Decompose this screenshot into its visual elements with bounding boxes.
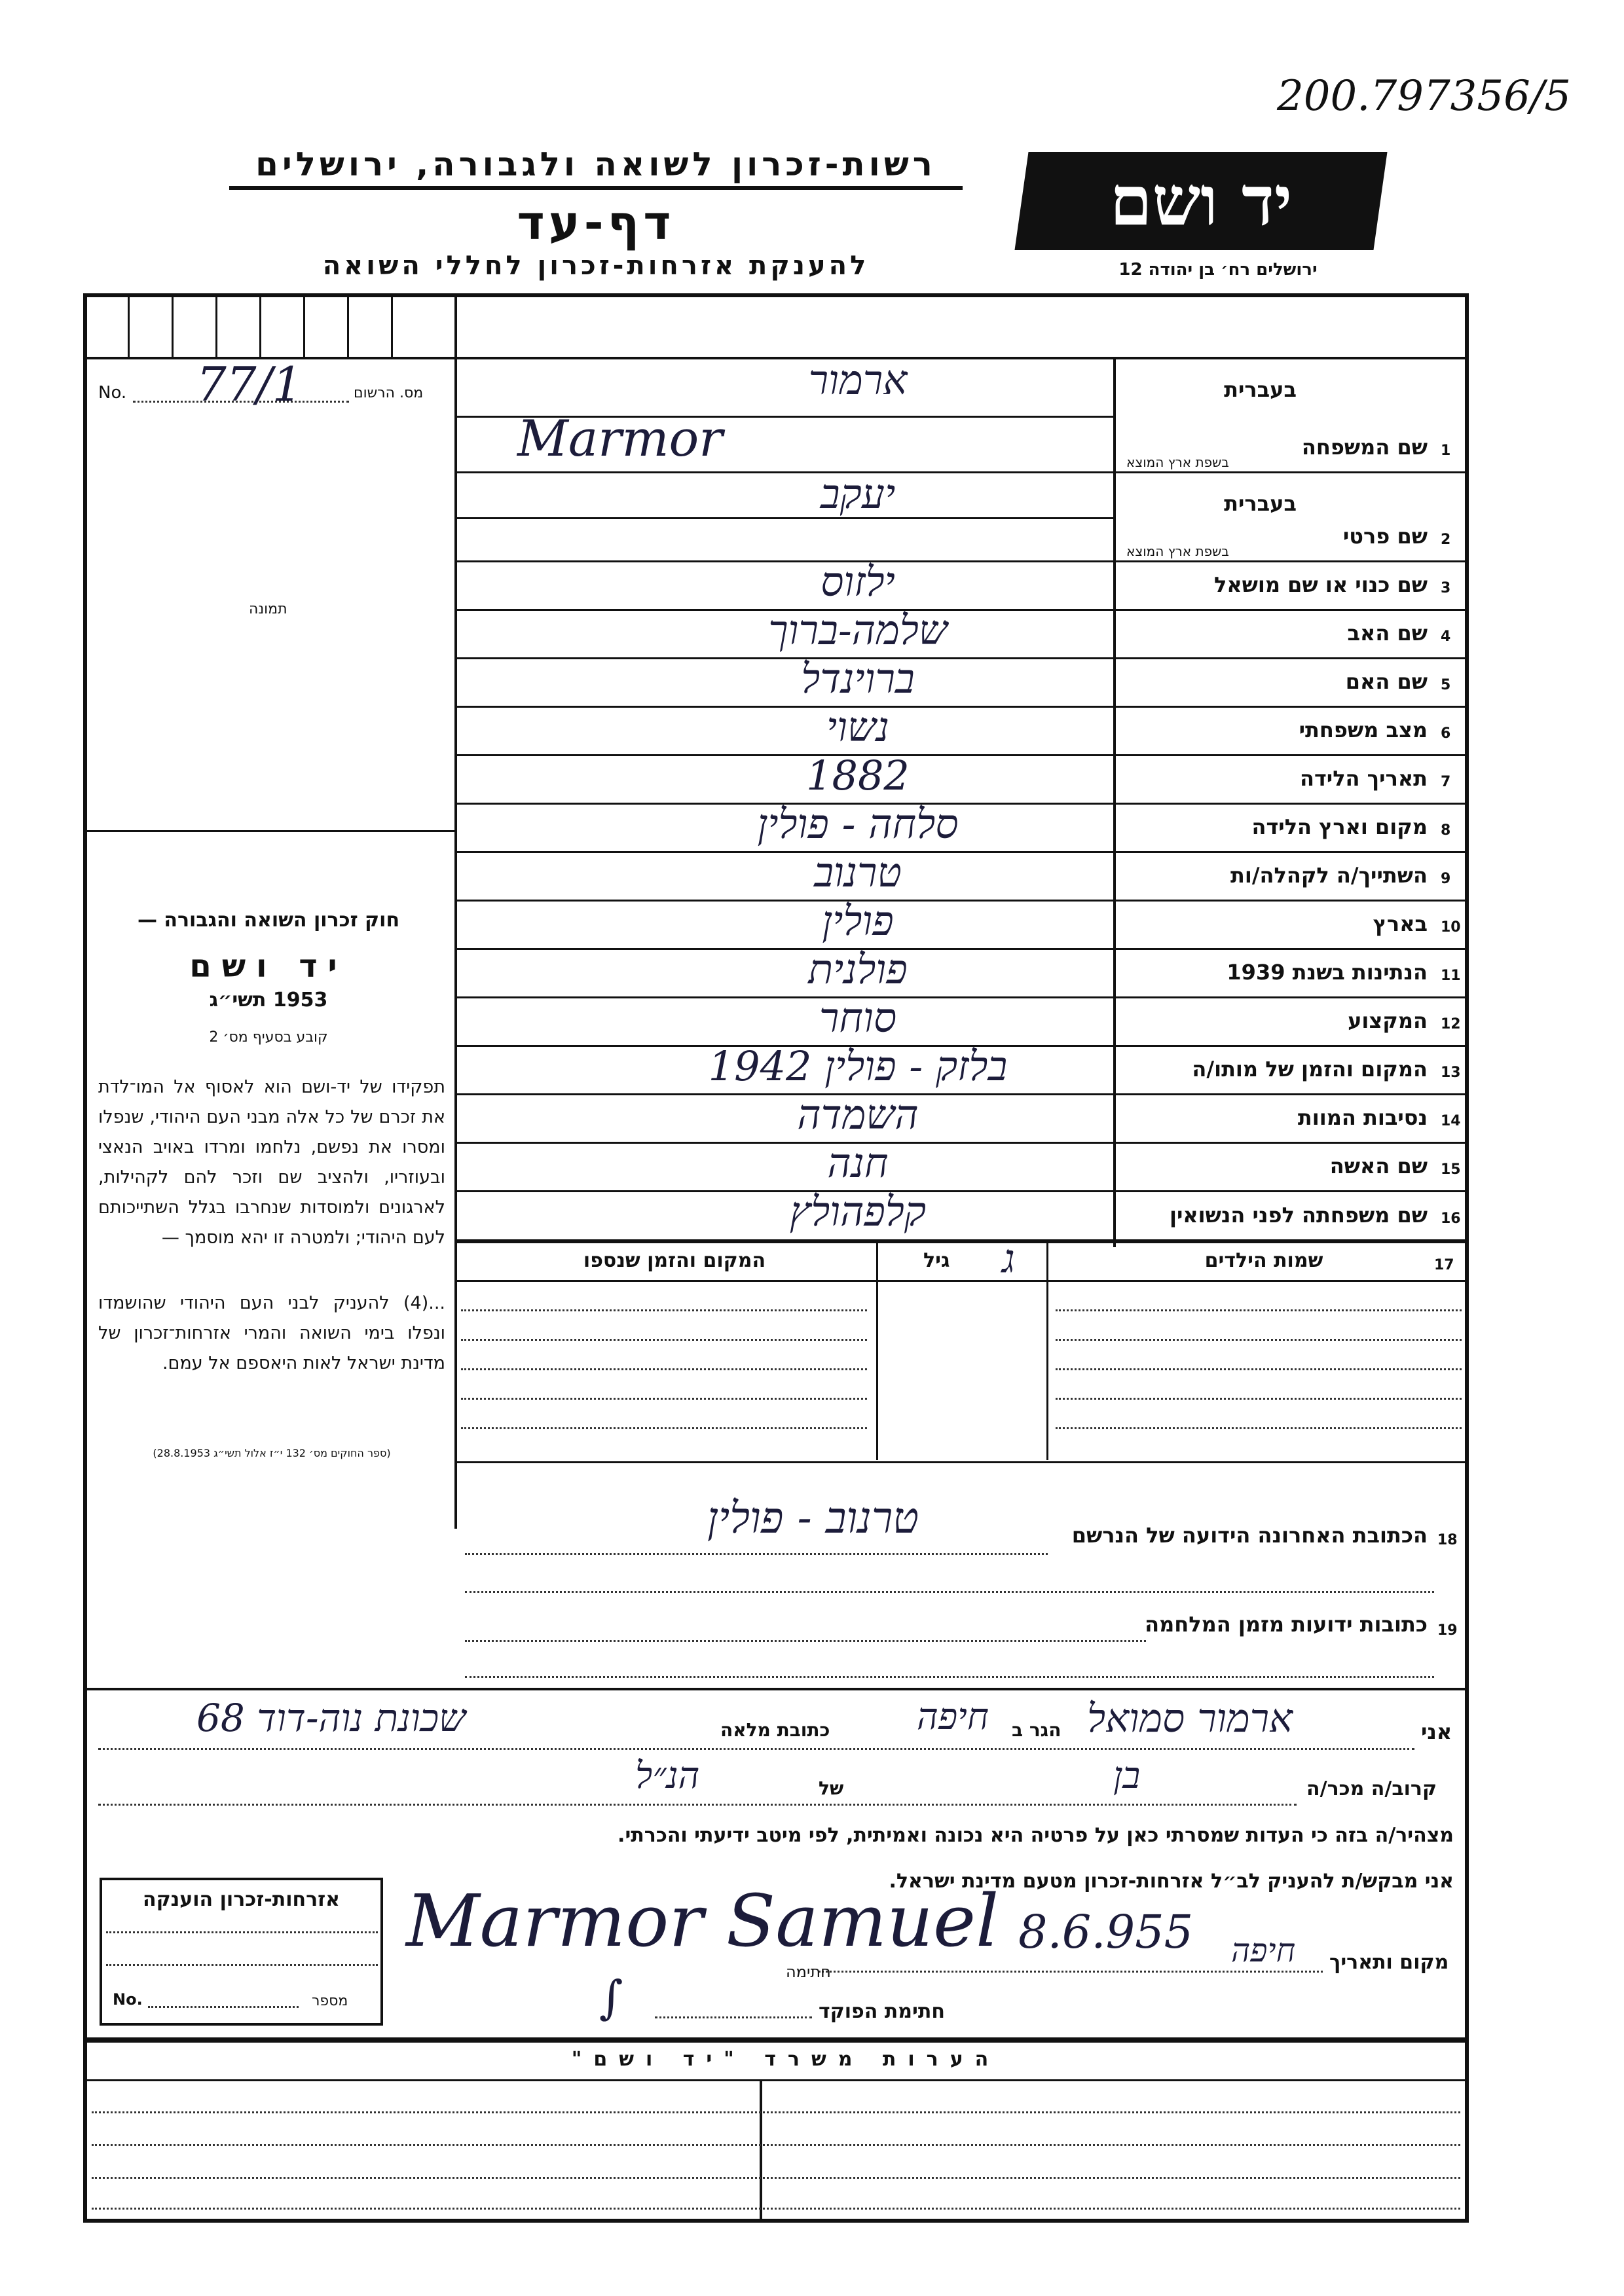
field-16-value: קלפהולץ: [789, 1188, 927, 1235]
field-13-label: המקום והזמן של מותו/ה: [1192, 1057, 1428, 1082]
registry-no-label: No.: [98, 383, 127, 403]
field-6-label: מצב משפחתי: [1299, 718, 1428, 742]
field-12-value: סוחר: [819, 994, 897, 1042]
remarks-title: הערות משרד "יד ושם": [571, 2048, 1001, 2071]
law-clause: קובע בסעיף מס׳ 2: [209, 1029, 328, 1046]
field-15-value: חנה: [827, 1139, 889, 1187]
field-8-label: מקום וארץ הלידה: [1251, 814, 1428, 839]
field-1-value-foreign: Marmor: [517, 409, 723, 467]
document-subtitle: להענקת אזרחות-זכרון לחללי השואה: [322, 251, 870, 281]
field-19-label: כתובות ידועות מזמן המלחמה: [1145, 1612, 1428, 1637]
law-paragraph-2: ...(4) להעניק לבני העם היהודי שהושמדו ונפלו בימי השואה והמרי אזרחות־זכרון של מדינת ישראל לאות היאספם אל עמם.: [98, 1293, 445, 1374]
field-18-number: 18: [1437, 1532, 1458, 1548]
children-names-header: שמות הילדים: [1204, 1249, 1323, 1272]
law-title: חוק זכרון השואה והגבורה —: [137, 909, 400, 932]
field-2-sub-foreign: בשפת ארץ המוצא: [1126, 543, 1229, 559]
field-2-value: יעקב: [820, 470, 896, 518]
law-paragraph-1: תפקידו של יד-ושם הוא לאסוף אל המו־לדת את זכרם של כל אלה מבני העם היהודי, שנפלו ומסרו את נפשם, נלחמו ומרדו באויב הנאצי ובעוזריו, ולהציב שם וזכר להם לקהילות, לארגונים ולמוסדות שנחרבו בגלל השתייכותם לעם היהודי; ולמטרה זו יהא מוסמך —: [98, 1077, 445, 1248]
law-year: 1953 תשי״ג: [209, 989, 328, 1011]
field-12-number: 12: [1441, 1016, 1461, 1032]
law-citation: (ספר החוקים מס׳ 132 י״ז אלול תשי״ג 28.8.1953): [153, 1447, 391, 1459]
field-15-number: 15: [1441, 1161, 1461, 1178]
field-1-label: שם המשפחה: [1301, 435, 1428, 460]
field-13-value: בלזק - פולין 1942: [708, 1042, 1008, 1090]
field-18-label: הכתובת האחרונה הידועה של הנרשם: [1071, 1523, 1428, 1548]
field-2-number: 2: [1441, 532, 1451, 548]
field-1-sub-hebrew: בעברית: [1224, 377, 1297, 402]
field-14-label: נסיבות המוות: [1297, 1105, 1428, 1130]
declaration-ani: אני: [1421, 1719, 1452, 1744]
field-1-number: 1: [1441, 443, 1451, 459]
place-value: חיפה: [1231, 1931, 1296, 1969]
field-4-value: שלמה-ברוך: [768, 606, 948, 654]
children-place-header: המקום והזמן שנספו: [583, 1249, 766, 1272]
registry-number-label: מס. הרשום: [354, 385, 424, 401]
full-address-value: שכונת נוה-דוד 68: [196, 1696, 466, 1740]
grant-box: [100, 1878, 383, 2026]
relation-value: בן: [1113, 1755, 1141, 1797]
field-19-number: 19: [1437, 1622, 1458, 1639]
field-12-label: המקצוע: [1348, 1008, 1428, 1033]
of-label: של: [819, 1777, 844, 1799]
resides-label: הגר ב: [1012, 1719, 1061, 1741]
field-11-value: פולנית: [808, 945, 908, 993]
children-age-header: גיל: [923, 1249, 950, 1272]
field-6-number: 6: [1441, 725, 1451, 742]
field-7-value: 1882: [806, 752, 910, 799]
field-16-label: שם משפחתה לפני הנשואין: [1169, 1203, 1428, 1228]
field-1-value: ארמור: [808, 356, 908, 404]
field-10-value: פולין: [822, 897, 894, 945]
document-title: דף-עד: [517, 195, 675, 250]
of-value: הנ״ל: [635, 1755, 700, 1797]
field-3-label: שם כנוי או שם מושאל: [1213, 572, 1428, 597]
field-11-label: הנתינות בשנת 1939: [1227, 960, 1428, 985]
grant-box-number-label: מספר: [312, 1993, 348, 2009]
law-name: יד ושם: [189, 948, 348, 985]
field-3-number: 3: [1441, 580, 1451, 596]
field-16-number: 16: [1441, 1211, 1461, 1227]
field-5-value: ברוינדל: [801, 655, 915, 702]
field-5-number: 5: [1441, 677, 1451, 693]
field-2-label: שם פרטי: [1342, 524, 1428, 549]
declaration-statement: מצהיר/ה בזה כי העדות שמסרתי כאן על פרטיה היא נכונה ואמיתית, לפי מיטב ידיעתי והכרתי.: [618, 1824, 1454, 1847]
field-8-number: 8: [1441, 822, 1451, 839]
archive-number: 200.797356/5: [1277, 72, 1572, 120]
children-age-value: ג: [1002, 1236, 1015, 1282]
field-4-label: שם האב: [1347, 621, 1428, 646]
field-14-value: השמדה: [797, 1091, 919, 1139]
field-17-number: 17: [1434, 1257, 1454, 1273]
field-18-value: טרנוב - פולין: [707, 1493, 919, 1543]
signature-value: Marmor Samuel: [406, 1879, 999, 1963]
grant-box-no-label: No.: [113, 1990, 143, 2009]
field-9-label: השתייך/ה לקהלה/ות: [1230, 863, 1428, 888]
declarant-name-value: ארמור סמואל: [1087, 1696, 1293, 1741]
yad-vashem-logo: [1014, 152, 1387, 250]
field-13-number: 13: [1441, 1065, 1461, 1081]
field-7-label: תאריך הלידה: [1299, 766, 1428, 791]
field-9-number: 9: [1441, 871, 1451, 887]
registry-number-value: 77/1: [196, 357, 303, 412]
field-9-value: טרנוב: [814, 848, 902, 896]
officer-signature-mark: ∫: [599, 1971, 623, 2024]
field-10-label: בארץ: [1373, 911, 1428, 936]
field-5-label: שם האם: [1345, 669, 1428, 694]
logo-address: ירושלים רח׳ בן יהודה 12: [1118, 260, 1318, 280]
field-3-value: ילזוס: [821, 558, 895, 606]
photo-label: תמונה: [249, 601, 287, 617]
logo-text: יד ושם: [1109, 160, 1293, 241]
field-15-label: שם האשה: [1329, 1154, 1428, 1178]
field-6-value: נשוי: [826, 703, 890, 751]
field-4-number: 4: [1441, 629, 1451, 645]
field-10-number: 10: [1441, 919, 1461, 936]
place-date-label: מקום ותאריך: [1329, 1951, 1449, 1974]
field-2-sub-hebrew: בעברית: [1224, 491, 1297, 516]
field-11-number: 11: [1441, 968, 1461, 984]
authority-heading: רשות-זכרון לשואה ולגבורה, ירושלים: [229, 145, 963, 190]
date-value: 8.6.955: [1018, 1905, 1194, 1959]
relation-label: קרוב/ה מכר/ה: [1306, 1777, 1437, 1800]
field-1-sub-foreign: בשפת ארץ המוצא: [1126, 454, 1229, 470]
field-7-number: 7: [1441, 774, 1451, 790]
officer-signature-label: חתימת הפוקד: [819, 2000, 945, 2023]
resides-value: חיפה: [917, 1696, 989, 1738]
field-14-number: 14: [1441, 1113, 1461, 1129]
signature-label: חתימה: [786, 1963, 831, 1981]
full-address-label: כתובת מלאה: [720, 1719, 830, 1741]
declaration-request: אני מבקש/ת להעניק לב״ל אזרחות-זכרון מטעם מדינת ישראל.: [889, 1870, 1454, 1893]
grant-box-title: אזרחות-זכרון הוענקה: [142, 1888, 341, 1911]
field-8-value: סלחה - פולין: [757, 800, 959, 848]
